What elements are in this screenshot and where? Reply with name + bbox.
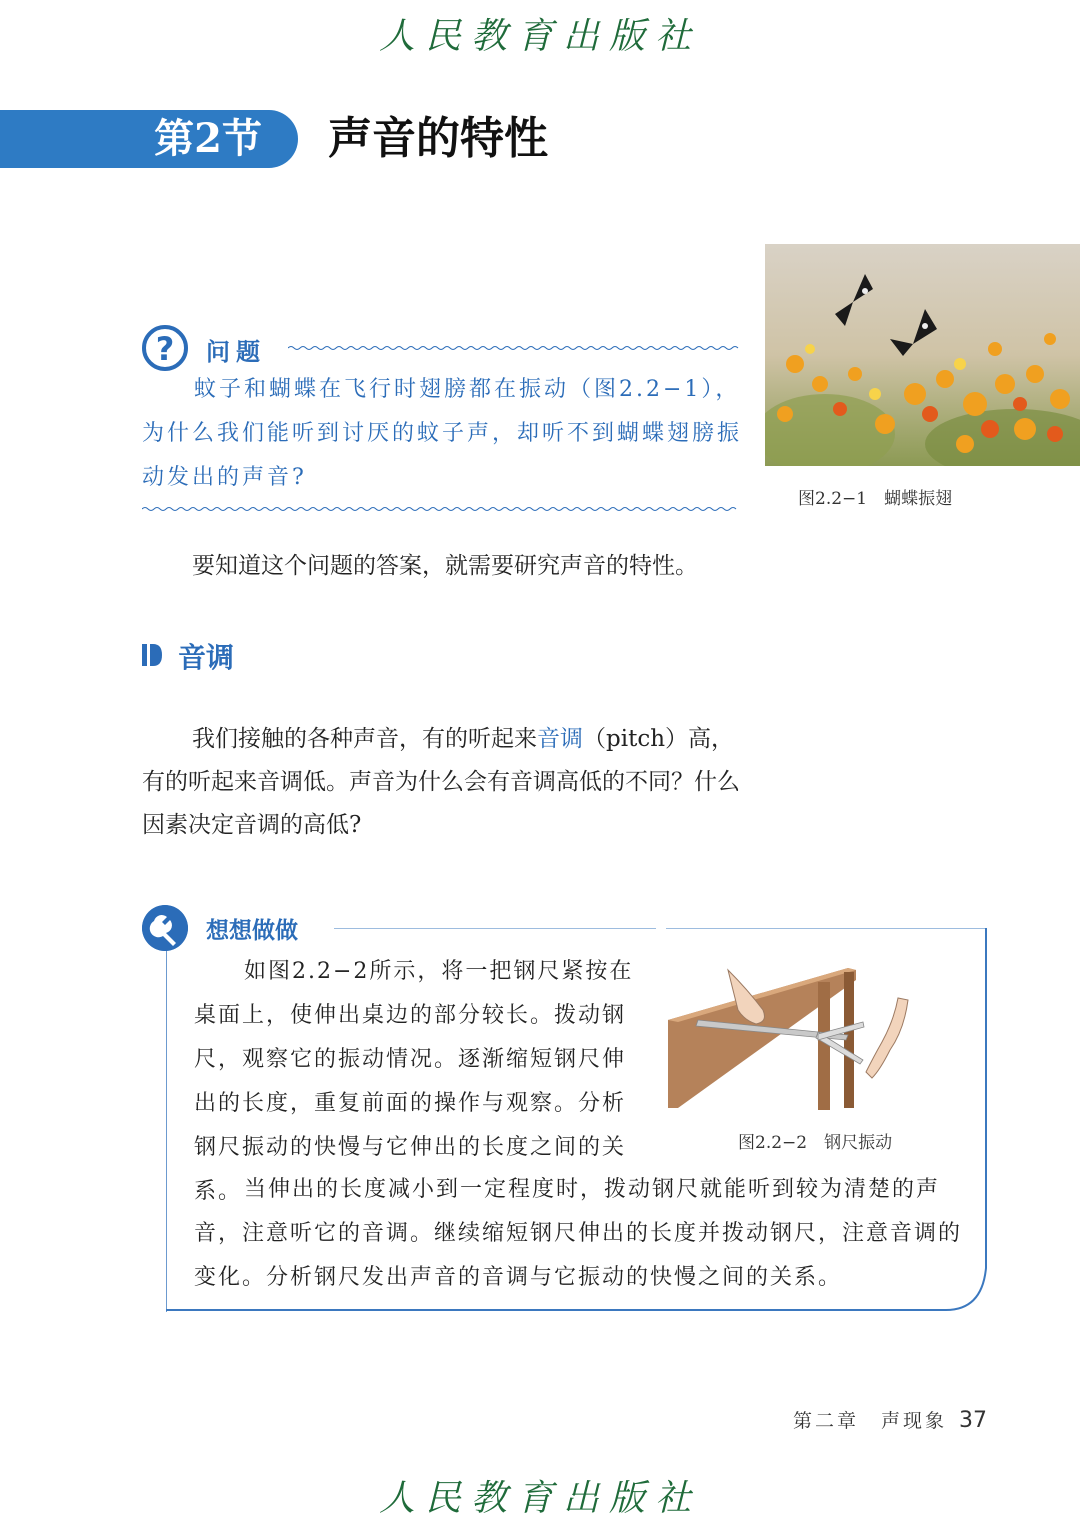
page-number: 37: [959, 1408, 987, 1433]
activity-text-part1: 如图2.2−2所示，将一把钢尺紧按在桌面上，使伸出桌边的部分较长。拨动钢尺，观察它的振动情况。逐渐缩短钢尺伸出的长度，重复前面的操作与观察。分析钢尺振动的快慢与它伸出的长度之间的关系。: [194, 959, 634, 1204]
wrench-icon: [142, 905, 188, 951]
subsection-marker-icon: [142, 644, 162, 666]
wavy-divider-top: [288, 345, 740, 351]
chapter-label: 第二章 声现象: [792, 1410, 947, 1432]
pitch-term: 音调: [537, 726, 583, 752]
section-title: 声音的特性: [328, 113, 548, 164]
figure-caption-butterfly: 图2.2−1 蝴蝶振翅: [798, 489, 953, 509]
subsection-title: 音调: [178, 641, 235, 674]
ruler-vibration-figure: [668, 960, 930, 1112]
publisher-logo-bottom: 人民教育出版社: [378, 1478, 701, 1519]
section-number-tab: 第2节: [0, 110, 298, 168]
wavy-divider-bottom: [142, 506, 740, 512]
question-label: 问题: [206, 338, 266, 366]
intro-text: 要知道这个问题的答案，就需要研究声音的特性。: [192, 553, 698, 579]
publisher-logo-top: 人民教育出版社: [378, 16, 701, 57]
activity-text-part2: 当伸出的长度减小到一定程度时，拨动钢尺就能听到较为清楚的声音，注意听它的音调。继续缩短钢尺伸出的长度并拨动钢尺，注意音调的变化。分析钢尺发出声音的音调与它振动的快慢之间的关系。: [194, 1177, 963, 1290]
question-text: 蚊子和蝴蝶在飞行时翅膀都在振动（图2.2−1），为什么我们能听到讨厌的蚊子声，却听不到蝴蝶翅膀振动发出的声音?: [142, 377, 743, 490]
pitch-paragraph: 我们接触的各种声音，有的听起来音调（pitch）高，有的听起来音调低。声音为什么会有音调高低的不同？什么因素决定音调的高低?: [142, 726, 740, 838]
question-icon: ?: [142, 325, 188, 371]
activity-label: 想想做做: [206, 918, 298, 944]
figure-caption-ruler: 图2.2−2 钢尺振动: [738, 1133, 893, 1153]
page-footer: [793, 1406, 987, 1433]
butterfly-photo: [765, 244, 1080, 466]
